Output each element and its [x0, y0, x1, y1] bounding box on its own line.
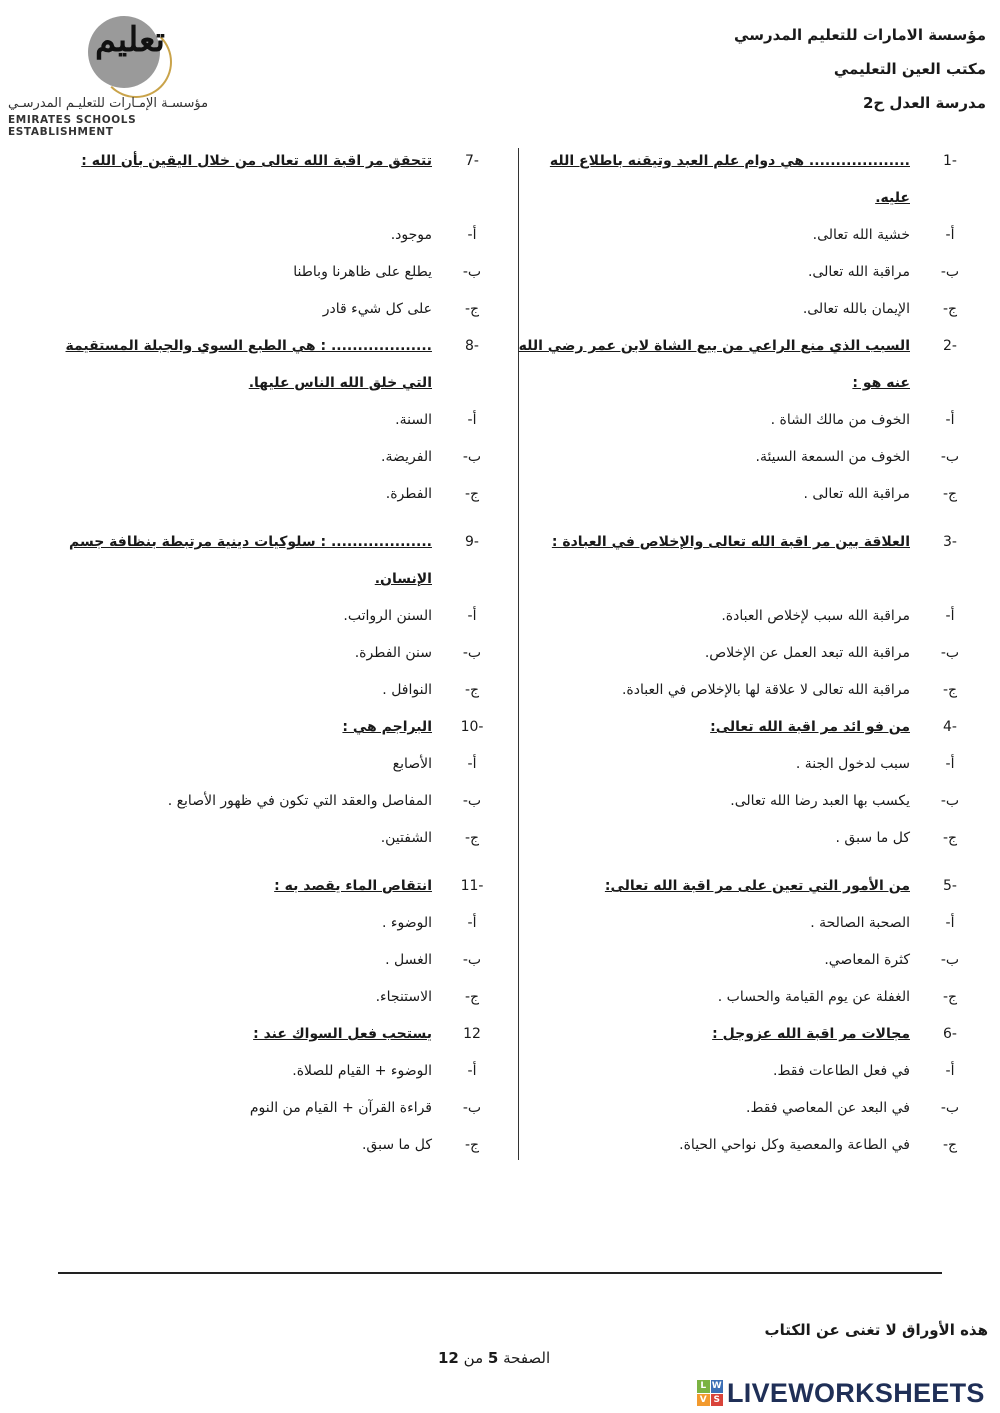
option-letter: ج-: [464, 830, 480, 846]
page-current: 5: [487, 1349, 499, 1367]
question-12: [37, 1016, 492, 1053]
option-5-b[interactable]: [512, 942, 970, 979]
question-number: 4-: [943, 719, 957, 735]
option-letter: ج-: [942, 830, 958, 846]
option-text: كثرة المعاصي.: [824, 952, 910, 968]
logo-word: تعليم: [94, 20, 165, 60]
spacer: [512, 513, 970, 524]
question-number: 9-: [465, 534, 479, 550]
option-2-b[interactable]: [512, 439, 970, 476]
option-6-c[interactable]: [512, 1127, 970, 1164]
option-letter: ج-: [942, 1137, 958, 1153]
question-block-11: [37, 868, 492, 1016]
option-12-a[interactable]: [37, 1053, 492, 1090]
school-header: [686, 18, 986, 120]
question-number: 7-: [465, 153, 479, 169]
option-8-c[interactable]: [37, 476, 492, 513]
option-letter: ب-: [940, 449, 960, 465]
option-letter: ب-: [940, 645, 960, 661]
option-text: الشفتين.: [380, 830, 432, 846]
option-letter: أ-: [945, 1063, 955, 1079]
question-9: [37, 524, 492, 598]
option-text: مراقبة الله تبعد العمل عن الإخلاص.: [704, 645, 910, 661]
question-10: [37, 709, 492, 746]
question-text: انتقاص الماء يقصد به :: [274, 878, 432, 894]
question-block-2: [512, 328, 970, 513]
option-text: الغفلة عن يوم القيامة والحساب .: [717, 989, 910, 1005]
option-1-c[interactable]: [512, 291, 970, 328]
question-number: 6-: [943, 1026, 957, 1042]
option-3-a[interactable]: [512, 598, 970, 635]
question-text: من فو ائد مر اقبة الله تعالى:: [710, 719, 910, 735]
option-4-c[interactable]: [512, 820, 970, 857]
option-letter: أ-: [467, 915, 477, 931]
option-letter: ج-: [942, 301, 958, 317]
option-text: الغسل .: [385, 952, 432, 968]
option-3-c[interactable]: [512, 672, 970, 709]
logo-tile: L: [697, 1380, 710, 1393]
option-text: المفاصل والعقد التي تكون في ظهور الأصابع .: [167, 793, 432, 809]
liveworksheets-logo-icon: [697, 1380, 723, 1406]
option-text: الفطرة.: [385, 486, 432, 502]
option-letter: ب-: [462, 449, 482, 465]
option-text: يكسب بها العبد رضا الله تعالى.: [730, 793, 910, 809]
option-5-c[interactable]: [512, 979, 970, 1016]
emirates-schools-logo: [8, 12, 233, 138]
option-letter: ب-: [940, 1100, 960, 1116]
option-letter: ج-: [464, 1137, 480, 1153]
option-text: في البعد عن المعاصي فقط.: [746, 1100, 910, 1116]
option-text: سبب لدخول الجنة .: [795, 756, 910, 772]
option-text: مراقبة الله تعالى.: [807, 264, 910, 280]
question-text: يستحب فعل السواك عند :: [253, 1026, 432, 1042]
spacer: [512, 857, 970, 868]
question-8: [37, 328, 492, 402]
option-letter: ج-: [464, 486, 480, 502]
logo-arabic-name: مؤسسـة الإمـارات للتعليـم المدرسـي: [8, 96, 209, 111]
option-letter: ب-: [462, 1100, 482, 1116]
page-number: [438, 1349, 550, 1367]
option-letter: أ-: [467, 756, 477, 772]
question-number: 10-: [460, 719, 484, 735]
question-block-1: [512, 143, 970, 328]
option-letter: ب-: [462, 645, 482, 661]
question-3-wrap-space: [512, 561, 970, 598]
option-9-c[interactable]: [37, 672, 492, 709]
option-text: على كل شيء قادر: [322, 301, 432, 317]
footer-divider: [58, 1272, 942, 1274]
question-7: [37, 143, 492, 180]
question-text: العلاقة بين مر اقبة الله تعالى والإخلاص في العبادة :: [551, 534, 910, 550]
option-3-b[interactable]: [512, 635, 970, 672]
option-10-b[interactable]: [37, 783, 492, 820]
question-6: [512, 1016, 970, 1053]
option-text: الخوف من مالك الشاة .: [770, 412, 910, 428]
option-letter: ب-: [940, 264, 960, 280]
question-number: 11-: [460, 878, 484, 894]
question-text: ................... : سلوكيات دينية مرتبطة بنظافة جسم الإنسان.: [68, 534, 432, 587]
option-10-a[interactable]: [37, 746, 492, 783]
option-text: النوافل .: [382, 682, 432, 698]
option-text: الوضوء .: [382, 915, 432, 931]
option-6-b[interactable]: [512, 1090, 970, 1127]
logo-tile: S: [711, 1394, 724, 1407]
question-block-5: [512, 868, 970, 1016]
option-2-c[interactable]: [512, 476, 970, 513]
option-text: الاستنجاء.: [375, 989, 432, 1005]
option-text: السنة.: [395, 412, 432, 428]
page-of: من: [463, 1349, 484, 1367]
logo-tile: W: [711, 1381, 722, 1391]
option-text: في فعل الطاعات فقط.: [773, 1063, 910, 1079]
option-letter: ج-: [942, 486, 958, 502]
question-2: [512, 328, 970, 402]
option-8-a[interactable]: [37, 402, 492, 439]
header-line-ministry: مؤسسة الامارات للتعليم المدرسي: [734, 26, 986, 44]
option-12-c[interactable]: [37, 1127, 492, 1164]
option-letter: ج-: [464, 989, 480, 1005]
question-text: مجالات مر اقبة الله عزوجل :: [712, 1026, 910, 1042]
option-text: في الطاعة والمعصية وكل نواحي الحياة.: [679, 1137, 910, 1153]
spacer: [37, 513, 492, 524]
question-block-8: [37, 328, 492, 513]
option-letter: أ-: [945, 756, 955, 772]
option-letter: ب-: [940, 952, 960, 968]
question-number: 5-: [943, 878, 957, 894]
option-11-a[interactable]: [37, 905, 492, 942]
option-7-a[interactable]: [37, 217, 492, 254]
option-1-b[interactable]: [512, 254, 970, 291]
question-1: [512, 143, 970, 217]
question-number: 8-: [465, 338, 479, 354]
option-12-b[interactable]: [37, 1090, 492, 1127]
option-text: كل ما سبق.: [361, 1137, 432, 1153]
option-9-b[interactable]: [37, 635, 492, 672]
question-number: 2-: [943, 338, 957, 354]
question-text: ................... هي دوام علم العبد وتيقنه باطلاع الله عليه.: [549, 153, 910, 206]
option-letter: أ-: [467, 412, 477, 428]
question-11: [37, 868, 492, 905]
spacer: [37, 857, 492, 868]
question-4: [512, 709, 970, 746]
option-2-a[interactable]: [512, 402, 970, 439]
option-text: مراقبة الله تعالى .: [803, 486, 910, 502]
footer-note: هذه الأوراق لا تغنى عن الكتاب: [764, 1321, 988, 1339]
questions-column-left: [37, 143, 492, 1163]
option-4-a[interactable]: [512, 746, 970, 783]
option-text: الوضوء + القيام للصلاة.: [292, 1063, 432, 1079]
question-block-4: [512, 709, 970, 857]
option-6-a[interactable]: [512, 1053, 970, 1090]
question-block-7: [37, 143, 492, 328]
question-text: ................... : هي الطبع السوي والجبلة المستقيمة التي خلق الله الناس عليها.: [65, 338, 432, 391]
question-number: 3-: [943, 534, 957, 550]
option-text: سنن الفطرة.: [354, 645, 432, 661]
option-text: الخوف من السمعة السيئة.: [755, 449, 910, 465]
questions-column-right: [512, 143, 970, 1163]
question-text: البراجم هي :: [342, 719, 432, 735]
option-text: السنن الرواتب.: [343, 608, 432, 624]
logo-english-name: EMIRATES SCHOOLS ESTABLISHMENT: [8, 114, 137, 138]
option-letter: ب-: [940, 793, 960, 809]
page-total: 12: [438, 1349, 459, 1367]
page-prefix: الصفحة: [503, 1349, 551, 1367]
option-letter: ج-: [942, 682, 958, 698]
option-text: الأصابع: [392, 756, 432, 772]
option-text: موجود.: [390, 227, 432, 243]
option-text: الفريضة.: [381, 449, 432, 465]
question-block-10: [37, 709, 492, 857]
logo-tile: V: [697, 1394, 710, 1407]
question-text: من الأمور التي تعين على مر اقبة الله تعالى:: [604, 878, 910, 894]
question-text: تتحقق مر اقبة الله تعالى من خلال اليقين بأن الله :: [81, 153, 432, 169]
option-letter: أ-: [467, 1063, 477, 1079]
option-5-a[interactable]: [512, 905, 970, 942]
option-10-c[interactable]: [37, 820, 492, 857]
question-number: 1-: [943, 153, 957, 169]
option-letter: أ-: [467, 227, 477, 243]
option-1-a[interactable]: [512, 217, 970, 254]
option-text: يطلع على ظاهرنا وباطنا: [293, 264, 432, 280]
option-text: الصحبة الصالحة .: [810, 915, 910, 931]
option-letter: ج-: [464, 682, 480, 698]
header-line-school: مدرسة العدل ح2: [862, 94, 986, 112]
option-letter: ج-: [942, 989, 958, 1005]
question-3: [512, 524, 970, 561]
liveworksheets-text: LIVEWORKSHEETS: [727, 1377, 985, 1408]
question-text: السبب الذي منع الراعي من بيع الشاة لابن عمر رضي الله عنه هو :: [518, 338, 910, 391]
header-line-office: مكتب العين التعليمي: [833, 60, 986, 78]
option-letter: ب-: [462, 952, 482, 968]
option-text: قراءة القرآن + القيام من النوم: [249, 1100, 432, 1116]
option-letter: ج-: [464, 301, 480, 317]
question-block-6: [512, 1016, 970, 1164]
option-text: مراقبة الله تعالى لا علاقة لها بالإخلاص في العبادة.: [621, 682, 910, 698]
option-4-b[interactable]: [512, 783, 970, 820]
option-7-c[interactable]: [37, 291, 492, 328]
question-number: 12: [463, 1026, 481, 1042]
question-5: [512, 868, 970, 905]
option-text: الإيمان بالله تعالى.: [802, 301, 910, 317]
option-9-a[interactable]: [37, 598, 492, 635]
question-block-3: [512, 524, 970, 709]
option-letter: أ-: [467, 608, 477, 624]
liveworksheets-watermark: [697, 1378, 985, 1408]
option-11-b[interactable]: [37, 942, 492, 979]
question-block-9: [37, 524, 492, 709]
option-text: كل ما سبق .: [835, 830, 910, 846]
question-block-12: [37, 1016, 492, 1164]
option-letter: أ-: [945, 915, 955, 931]
question-7-wrap-space: [37, 180, 492, 217]
option-text: خشية الله تعالى.: [812, 227, 910, 243]
option-text: مراقبة الله سبب لإخلاص العبادة.: [721, 608, 910, 624]
option-letter: أ-: [945, 227, 955, 243]
option-letter: ب-: [462, 264, 482, 280]
option-letter: أ-: [945, 608, 955, 624]
option-7-b[interactable]: [37, 254, 492, 291]
option-8-b[interactable]: [37, 439, 492, 476]
option-letter: ب-: [462, 793, 482, 809]
option-11-c[interactable]: [37, 979, 492, 1016]
option-letter: أ-: [945, 412, 955, 428]
